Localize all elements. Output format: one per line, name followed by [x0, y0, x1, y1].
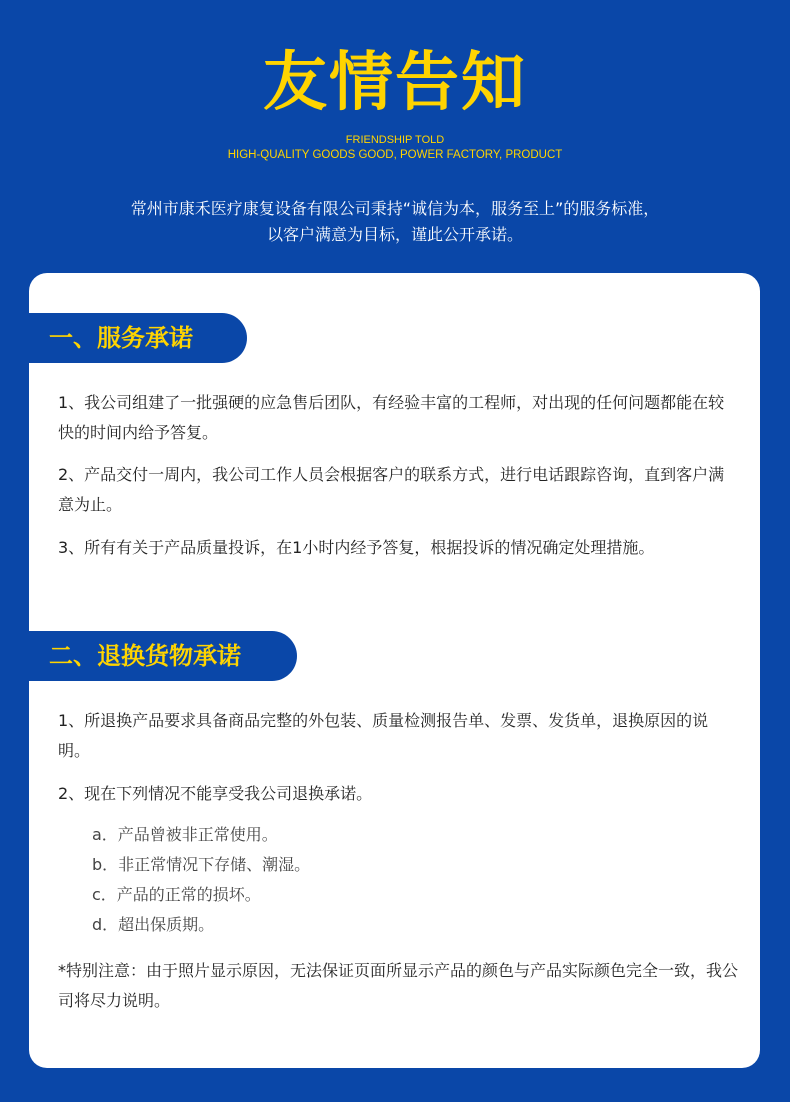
page-title: 友情告知: [263, 46, 527, 120]
service-item-3: 3、所有有关于产品质量投诉，在1小时内经予答复，根据投诉的情况确定处理措施。: [58, 538, 655, 557]
section-heading-service: 一、服务承诺: [29, 313, 247, 363]
special-note: *特别注意：由于照片显示原因，无法保证页面所显示产品的颜色与产品实际颜色完全一致，我公司将尽力说明。: [58, 961, 739, 1010]
return-exclusion-a: a．产品曾被非正常使用。: [92, 825, 278, 844]
return-exclusion-b: b．非正常情况下存储、潮湿。: [92, 855, 311, 874]
intro-line-1: 常州市康禾医疗康复设备有限公司秉持“诚信为本，服务至上”的服务标准，: [130, 199, 660, 218]
return-exclusion-c: c．产品的正常的损坏。: [92, 885, 261, 904]
service-item-1: 1、我公司组建了一批强硬的应急售后团队，有经验丰富的工程师，对出现的任何问题都能在较快的时间内给予答复。: [58, 393, 725, 442]
return-exclusion-d: d．超出保质期。: [92, 915, 215, 934]
section-heading-return: 二、退换货物承诺: [29, 631, 297, 681]
intro-text: [40, 196, 750, 248]
return-item-2: 2、现在下列情况不能享受我公司退换承诺。: [58, 784, 373, 803]
return-item-1: 1、所退换产品要求具备商品完整的外包装、质量检测报告单、发票、发货单，退换原因的说明。: [58, 711, 709, 760]
subtitle-english: FRIENDSHIP TOLD: [345, 134, 445, 146]
service-item-2: 2、产品交付一周内，我公司工作人员会根据客户的联系方式，进行电话跟踪咨询，直到客户满意为止。: [58, 465, 725, 514]
subtitle-slogan: HIGH-QUALITY GOODS GOOD, POWER FACTORY, PRODUCT: [227, 149, 563, 161]
intro-line-2: 以客户满意为目标，谨此公开承诺。: [266, 225, 523, 244]
